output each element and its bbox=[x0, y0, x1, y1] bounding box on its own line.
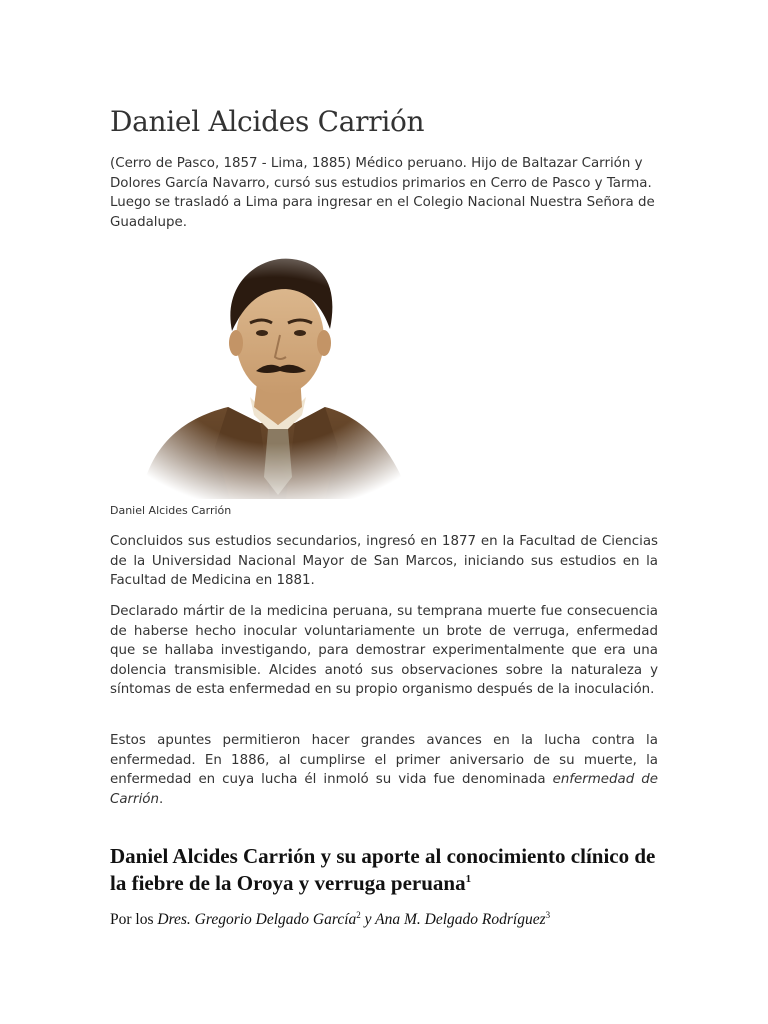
section-heading-text: Daniel Alcides Carrión y su aporte al conocimiento clínico de la fiebre de la Oroya y verruga peruana bbox=[110, 844, 656, 895]
byline-prefix: Por los bbox=[110, 911, 158, 928]
image-caption: Daniel Alcides Carrión bbox=[110, 504, 232, 517]
paragraph-martyr: Declarado mártir de la medicina peruana, su temprana muerte fue consecuencia de haberse hecho inocular voluntariamente un brote de verruga, enfermedad que se hallaba investigando, para demostrar experimentalmente que era una dolencia transmisible. Alcides anotó sus observaciones sobre la naturaleza y síntomas de esta enfermedad en su propio organismo después de la inoculación. bbox=[110, 604, 658, 697]
paragraph-studies: Concluidos sus estudios secundarios, ingresó en 1877 en la Facultad de Ciencias de la Universidad Nacional Mayor de San Marcos, iniciando sus estudios en la Facultad de Medicina en 1881. bbox=[110, 534, 658, 588]
paragraph-legacy-text: Estos apuntes permitieron hacer grandes avances en la lucha contra la enfermedad. En 1886, al cumplirse el primer aniversario de su muerte, la enfermedad en cuya lucha él inmoló su vida fue denominada bbox=[110, 733, 658, 787]
footnote-ref-3: 3 bbox=[545, 909, 551, 920]
author-1: Dres. Gregorio Delgado García bbox=[157, 911, 357, 928]
byline-connector: y bbox=[360, 911, 376, 928]
footnote-ref-1: 1 bbox=[465, 873, 472, 885]
footnote-ref-2: 2 bbox=[356, 909, 361, 920]
portrait-image bbox=[110, 247, 440, 499]
paragraph-legacy-end: . bbox=[158, 791, 164, 807]
disease-name: enfermedad de Carrión bbox=[110, 772, 658, 807]
byline bbox=[110, 910, 550, 930]
portrait-photo bbox=[110, 247, 440, 499]
page-title: Daniel Alcides Carrión bbox=[110, 105, 425, 138]
paragraph-legacy bbox=[110, 731, 658, 809]
intro-paragraph: (Cerro de Pasco, 1857 - Lima, 1885) Médico peruano. Hijo de Baltazar Carrión y Dolores García Navarro, cursó sus estudios primarios en Cerro de Pasco y Tarma. Luego se trasladó a Lima para ingresar en el Colegio Nacional Nuestra Señora de Guadalupe. bbox=[110, 156, 655, 230]
section-heading bbox=[110, 843, 670, 897]
author-2: Ana M. Delgado Rodríguez bbox=[375, 911, 546, 928]
